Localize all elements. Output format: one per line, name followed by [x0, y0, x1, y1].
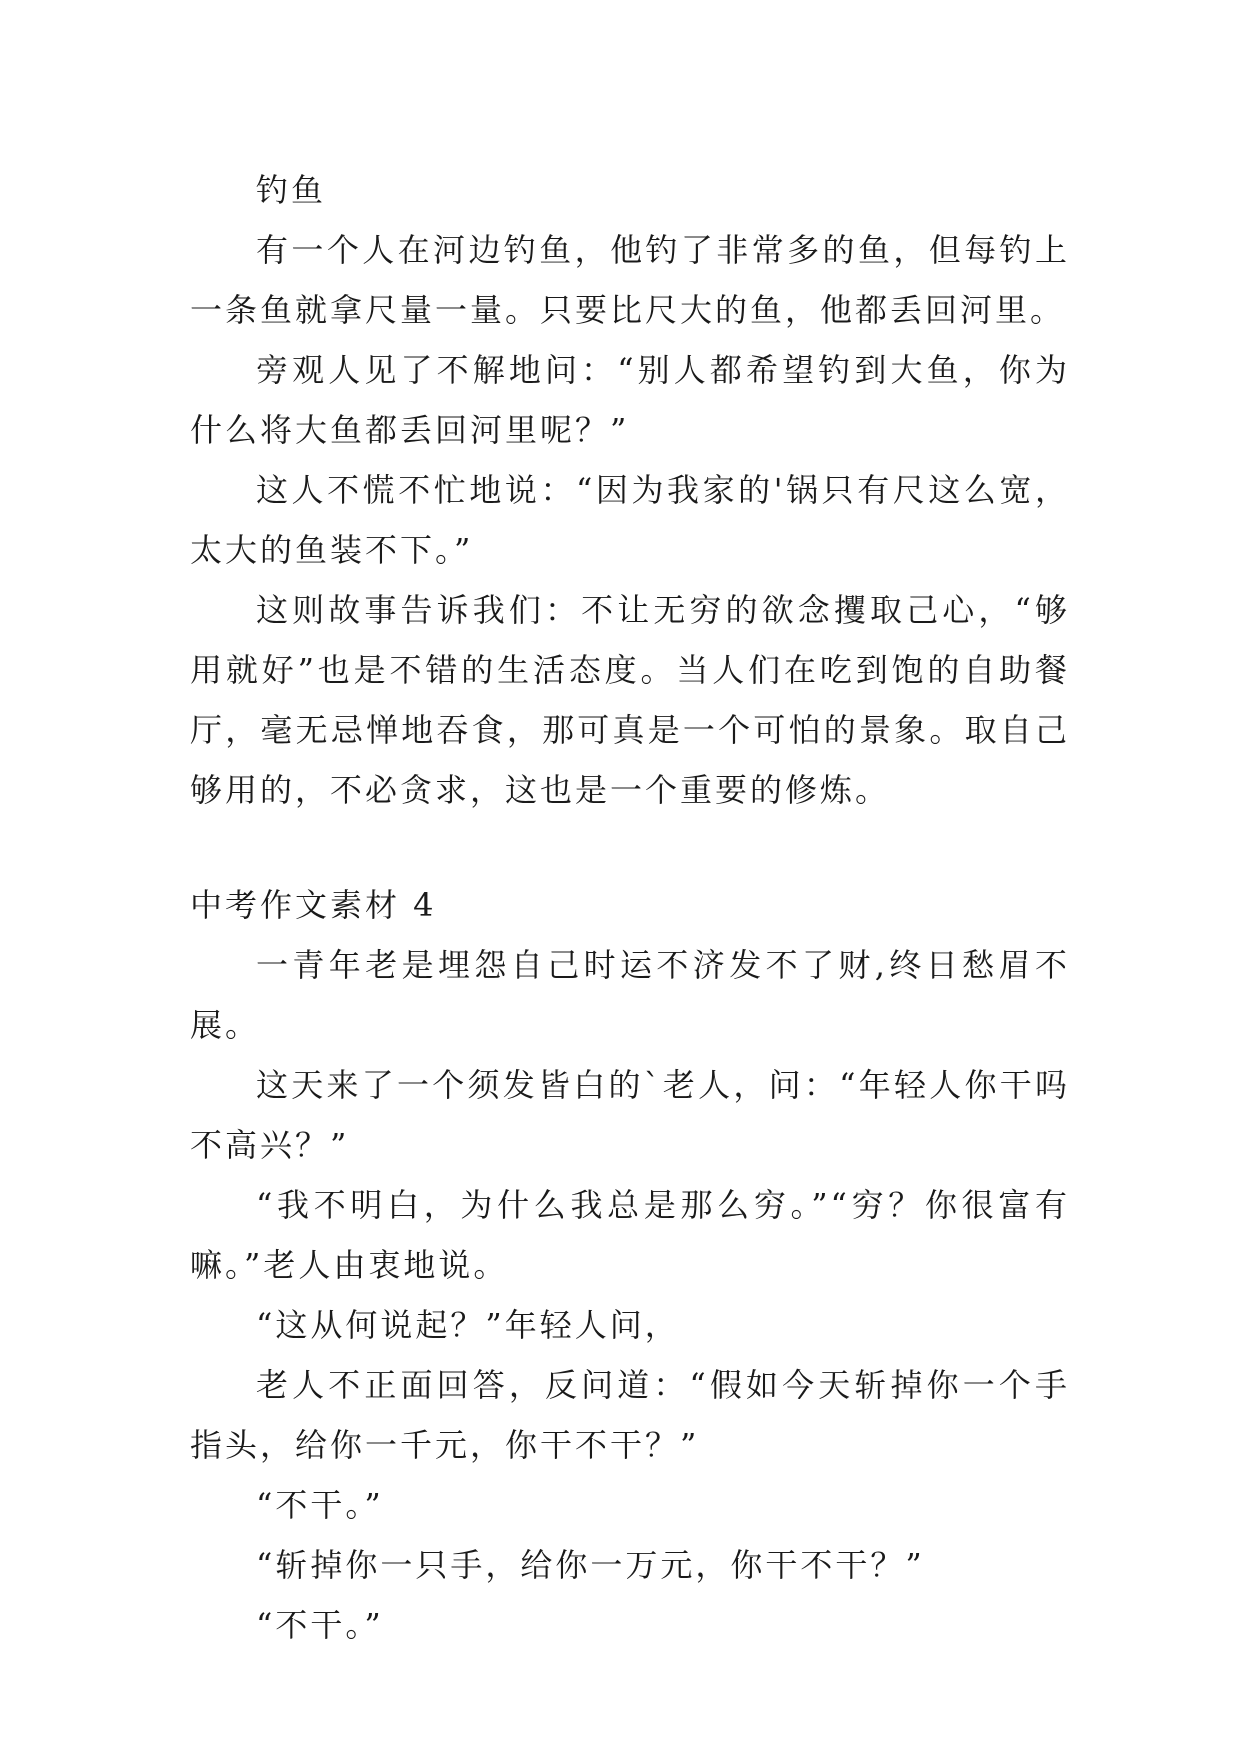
paragraph: “不干。” — [256, 1606, 384, 1644]
paragraph: 这人不慌不忙地说：“因为我家的'锅只有尺这么宽，太大的鱼装不下。” — [190, 471, 1070, 569]
paragraph: 老人不正面回答，反问道：“假如今天斩掉你一个手指头，给你一千元，你干不干？” — [190, 1366, 1070, 1464]
paragraph: “这从何说起？”年轻人问， — [256, 1306, 680, 1344]
paragraph: “不干。” — [256, 1486, 384, 1524]
paragraph: 旁观人见了不解地问：“别人都希望钓到大鱼，你为什么将大鱼都丢回河里呢？” — [190, 351, 1070, 449]
section-title-fishing: 钓鱼 — [256, 171, 327, 209]
document-body — [190, 160, 1070, 1655]
paragraph: 有一个人在河边钓鱼，他钓了非常多的鱼，但每钓上一条鱼就拿尺量一量。只要比尺大的鱼，他都丢回河里。 — [190, 231, 1070, 329]
paragraph: “我不明白，为什么我总是那么穷。”“穷？你很富有嘛。”老人由衷地说。 — [190, 1186, 1070, 1284]
paragraph: 这天来了一个须发皆白的`老人，问：“年轻人你干吗不高兴？” — [190, 1066, 1070, 1164]
section-title-material-4: 中考作文素材 4 — [190, 886, 437, 924]
section-spacer — [190, 820, 1070, 875]
paragraph: “斩掉你一只手，给你一万元，你干不干？” — [256, 1546, 925, 1584]
paragraph: 一青年老是埋怨自己时运不济发不了财,终日愁眉不展。 — [190, 946, 1070, 1044]
paragraph: 这则故事告诉我们：不让无穷的欲念攫取己心，“够用就好”也是不错的生活态度。当人们在吃到饱的自助餐厅，毫无忌惮地吞食，那可真是一个可怕的景象。取自己够用的，不必贪求，这也是一个重要的修炼。 — [190, 591, 1070, 809]
